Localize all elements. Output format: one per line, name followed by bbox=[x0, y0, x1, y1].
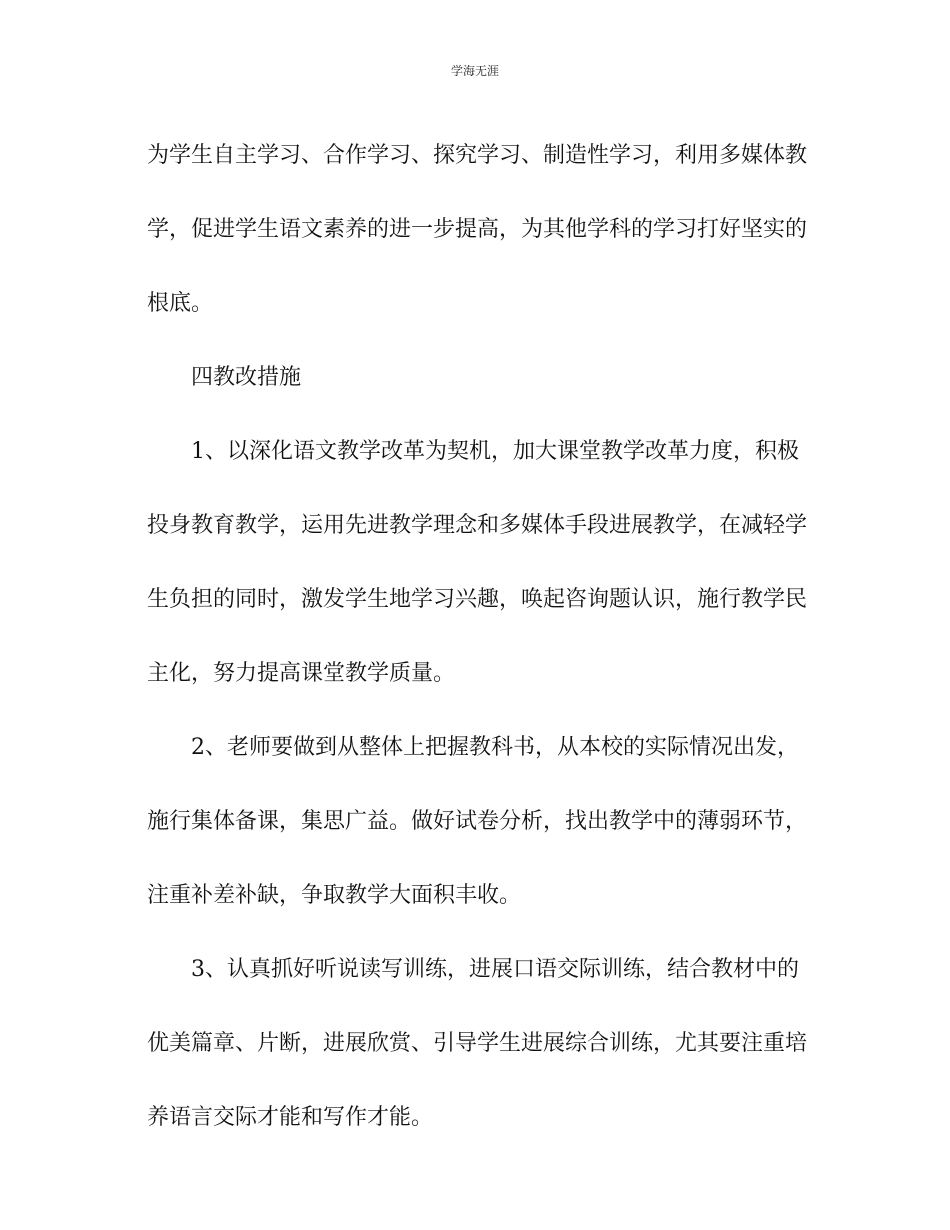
paragraph-start: 1、以深化语文教学改革为契机，加大课堂教学改革力度，积极 bbox=[191, 439, 799, 464]
text-line: 为学生自主学习、合作学习、探究学习、制造性学习，利用多媒体教 bbox=[147, 143, 807, 168]
text-line: 根底。 bbox=[147, 291, 214, 316]
paragraph-start: 2、老师要做到从整体上把握教科书，从本校的实际情况出发， bbox=[191, 735, 799, 760]
text-line: 主化，努力提高课堂教学质量。 bbox=[147, 661, 456, 686]
text-line: 施行集体备课，集思广益。做好试卷分析，找出教学中的薄弱环节， bbox=[147, 809, 807, 834]
text-line: 学，促进学生语文素养的进一步提高，为其他学科的学习打好坚实的 bbox=[147, 217, 807, 242]
text-line: 优美篇章、片断，进展欣赏、引导学生进展综合训练，尤其要注重培 bbox=[147, 1031, 807, 1056]
document-body bbox=[147, 136, 807, 1172]
text-line: 注重补差补缺，争取教学大面积丰收。 bbox=[147, 883, 522, 908]
paragraph-start: 3、认真抓好听说读写训练，进展口语交际训练，结合教材中的 bbox=[191, 957, 799, 982]
text-line: 生负担的同时，激发学生地学习兴趣，唤起咨询题认识，施行教学民 bbox=[147, 587, 807, 612]
page-header: 学海无涯 bbox=[450, 64, 499, 78]
text-line: 投身教育教学，运用先进教学理念和多媒体手段进展教学，在减轻学 bbox=[147, 513, 807, 538]
text-line: 养语言交际才能和写作才能。 bbox=[147, 1105, 434, 1130]
section-heading: 四教改措施 bbox=[191, 365, 302, 390]
